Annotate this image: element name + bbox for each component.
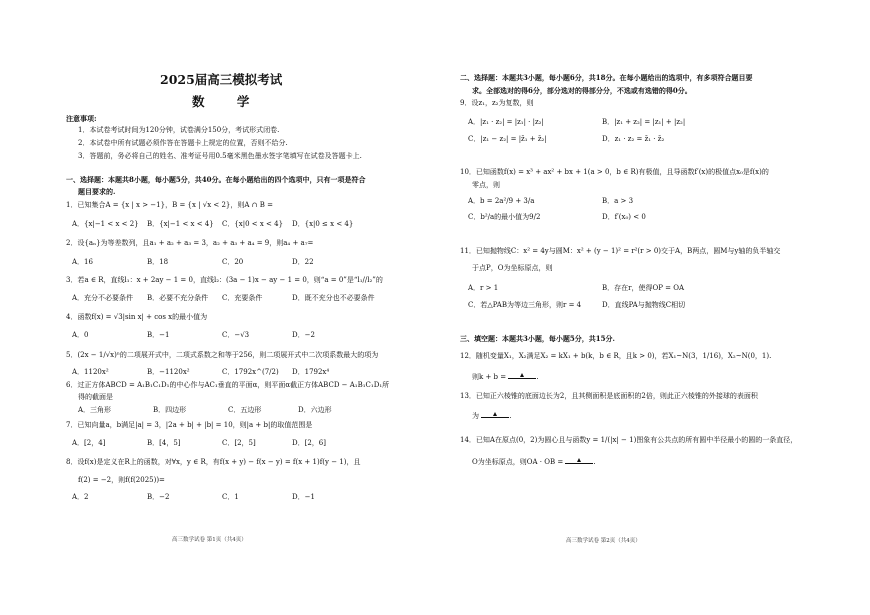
question-11-cont: 于点P，O为坐标原点，则 xyxy=(472,264,553,272)
q8-option-b: B．−2 xyxy=(147,493,170,501)
q11-option-b: B．存在r，使得OP = OA xyxy=(602,284,685,292)
q6-option-a: A．三角形 xyxy=(78,406,112,414)
note-3: 3．答题前，务必将自己的姓名、准考证号用0.5毫米黑色墨水签字笔填写在试卷及答题卡上. xyxy=(78,152,362,160)
question-12-cont: 则k + b = . xyxy=(472,373,539,381)
q8-option-c: C．1 xyxy=(222,493,239,501)
q2-option-d: D．22 xyxy=(292,258,314,266)
q1-option-a: A．{x|−1 < x < 2} xyxy=(72,220,139,228)
q6-option-d: D．六边形 xyxy=(298,406,332,414)
note-2: 2．本试卷中所有试题必须作答在答题卡上规定的位置，否则不给分. xyxy=(78,139,288,147)
note-1: 1．本试卷考试时间为120分钟，试卷满分150分，考试形式闭卷. xyxy=(78,126,280,134)
question-6-cont: 得的截面是 xyxy=(78,393,113,401)
q7-option-b: B．[4，5] xyxy=(147,439,181,447)
q4-option-c: C．−√3 xyxy=(222,331,250,339)
question-7: 7．已知向量a，b满足|a| = 3，|2a + b| + |b| = 10，则|a + b|的取值范围是 xyxy=(66,421,313,429)
q1-option-b: B．{x|−1 < x < 4} xyxy=(147,220,214,228)
q2-option-a: A．16 xyxy=(72,258,93,266)
q8-option-a: A．2 xyxy=(72,493,89,501)
subject-title: 数 学 xyxy=(192,94,264,109)
question-12: 12．随机变量X₁，X₂满足X₂ = kX₁ + b(k，b ∈ R，且k > 0)，若X₁~N(3，1/16)，X₂~N(0，1). xyxy=(460,352,772,360)
q4-option-a: A．0 xyxy=(72,331,89,339)
section-3-heading: 三、填空题：本题共3小题，每小题5分，共15分. xyxy=(460,334,615,343)
q10-option-d: D．f′(x₀) < 0 xyxy=(602,213,646,221)
section-2-heading-cont: 求。全部选对的得6分，部分选对的得部分分，不选或有选错的得0分。 xyxy=(472,86,692,95)
q10-option-a: A．b = 2a²/9 + 3/a xyxy=(468,197,535,205)
q5-option-b: B．−1120x² xyxy=(147,368,190,376)
page-2 xyxy=(435,0,870,615)
question-1: 1．已知集合A = {x | x > −1}，B = {x | √x < 2}，则A ∩ B = xyxy=(66,201,273,209)
question-13-cont: 为 . xyxy=(472,412,512,420)
page-1-footer: 高三数学试卷 第1页（共4页） xyxy=(172,537,247,543)
question-12-cont-text: 则k + b = xyxy=(472,373,507,381)
question-4: 4．函数f(x) = √3|sin x| + cos x的最小值为 xyxy=(66,313,208,321)
question-5: 5．(2x − 1/√x)ⁿ的二项展开式中，二项式系数之和等于256，则二项展开式中二次项系数最大的项为 xyxy=(66,351,379,359)
question-10: 10．已知函数f(x) = x³ + ax² + bx + 1(a > 0，b ∈ R)有极值，且导函数f′(x)的极值点x₀是f(x)的 xyxy=(460,168,769,176)
question-6: 6．过正方体ABCD = A₁B₁C₁D₁的中心作与AC₁垂直的平面α，则平面α截正方体ABCD − A₁B₁C₁D₁所 xyxy=(66,381,390,389)
question-13-cont-text: 为 xyxy=(472,412,479,420)
q10-option-b: B．a > 3 xyxy=(602,197,634,205)
question-14-cont-text: O为坐标原点，则OA · OB = xyxy=(472,458,564,466)
question-8-cont: f(2) = −2，则f(f(2025))= xyxy=(78,476,165,484)
q11-option-d: D．直线PA与抛物线C相切 xyxy=(602,301,686,309)
q1-option-d: D．{x|0 ≤ x < 4} xyxy=(292,220,354,228)
q7-option-d: D．[2，6] xyxy=(292,439,326,447)
answer-blank-14 xyxy=(565,457,593,464)
q6-option-c: C．五边形 xyxy=(228,406,262,414)
q5-option-a: A．1120x² xyxy=(72,368,109,376)
question-14: 14．已知A在原点(0，2)为圆心且与函数y = 1/(|x| − 1)图象有公共点的所有圆中半径最小的圆的一条直径， xyxy=(460,436,798,444)
question-10-cont: 零点，则 xyxy=(472,181,500,189)
q9-option-d: D．z₁ · z₂ = z̄₁ · z̄₂ xyxy=(602,135,665,143)
q4-option-b: B．−1 xyxy=(147,331,170,339)
q7-option-c: C．[2，5] xyxy=(222,439,256,447)
q4-option-d: D．−2 xyxy=(292,331,315,339)
q3-option-a: A．充分不必要条件 xyxy=(72,294,134,302)
page-2-footer: 高三数学试卷 第2页（共4页） xyxy=(566,538,641,544)
question-13: 13．已知正六棱锥的底面边长为2，且其侧面积是底面积的2倍，则此正六棱锥的外接球的表面积 xyxy=(460,392,758,400)
section-1-heading-cont: 题目要求的. xyxy=(78,187,116,196)
question-3: 3．若a ∈ R，直线l₁：x + 2ay − 1 = 0，直线l₂：(3a − 1)x − ay − 1 = 0，则“a = 0”是“l₁//l₂”的 xyxy=(66,276,383,284)
question-9: 9．设z₁，z₂为复数，则 xyxy=(460,99,534,107)
question-11: 11．已知抛物线C：x² = 4y与圆M：x² + (y − 1)² = r²(r > 0)交于A，B两点，圆M与y轴的负半轴交 xyxy=(460,247,781,255)
exam-title: 2025届高三模拟考试 xyxy=(160,72,283,87)
q11-option-c: C．若△PAB为等边三角形，则r = 4 xyxy=(468,301,582,309)
q9-option-a: A．|z₁ · z₂| = |z₁| · |z₂| xyxy=(468,118,544,126)
question-14-cont: O为坐标原点，则OA · OB = . xyxy=(472,458,596,466)
q6-option-b: B．四边形 xyxy=(153,406,187,414)
section-1-heading: 一、选择题：本题共8小题，每小题5分，共40分。在每小题给出的四个选项中，只有一项是符合 xyxy=(66,175,366,184)
q1-option-c: C．{x|0 < x < 4} xyxy=(222,220,284,228)
q2-option-b: B．18 xyxy=(147,258,169,266)
q9-option-b: B．|z₁ + z₂| = |z₁| + |z₂| xyxy=(602,118,686,126)
q5-option-c: C．1792x^(7/2) xyxy=(222,368,279,376)
answer-blank-13 xyxy=(481,411,509,418)
question-2: 2．设{aₙ}为等差数列，且a₁ + a₂ + a₃ = 3，a₂ + a₃ + a₄ = 9，则a₄ + a₇= xyxy=(66,239,314,247)
notes-title: 注意事项: xyxy=(66,114,97,123)
q3-option-b: B．必要不充分条件 xyxy=(147,294,209,302)
q3-option-c: C．充要条件 xyxy=(222,294,263,302)
answer-blank-12 xyxy=(508,372,536,379)
q7-option-a: A．[2，4] xyxy=(72,439,106,447)
q9-option-c: C．|z₁ − z₂| = |z̄₁ + z̄₂| xyxy=(468,135,547,143)
q10-option-c: C．b²/a的最小值为9/2 xyxy=(468,213,541,221)
q8-option-d: D．−1 xyxy=(292,493,315,501)
q11-option-a: A．r > 1 xyxy=(468,284,499,292)
q3-option-d: D．既不充分也不必要条件 xyxy=(292,294,375,302)
q2-option-c: C．20 xyxy=(222,258,244,266)
q5-option-d: D．1792x⁴ xyxy=(292,368,330,376)
question-8: 8．设f(x)是定义在R上的函数，对∀x，y ∈ R，有f(x + y) − f(x − y) = f(x + 1)f(y − 1)，且 xyxy=(66,458,361,466)
section-2-heading: 二、选择题：本题共3小题，每小题6分，共18分。在每小题给出的选项中，有多项符合题目要 xyxy=(460,73,753,82)
